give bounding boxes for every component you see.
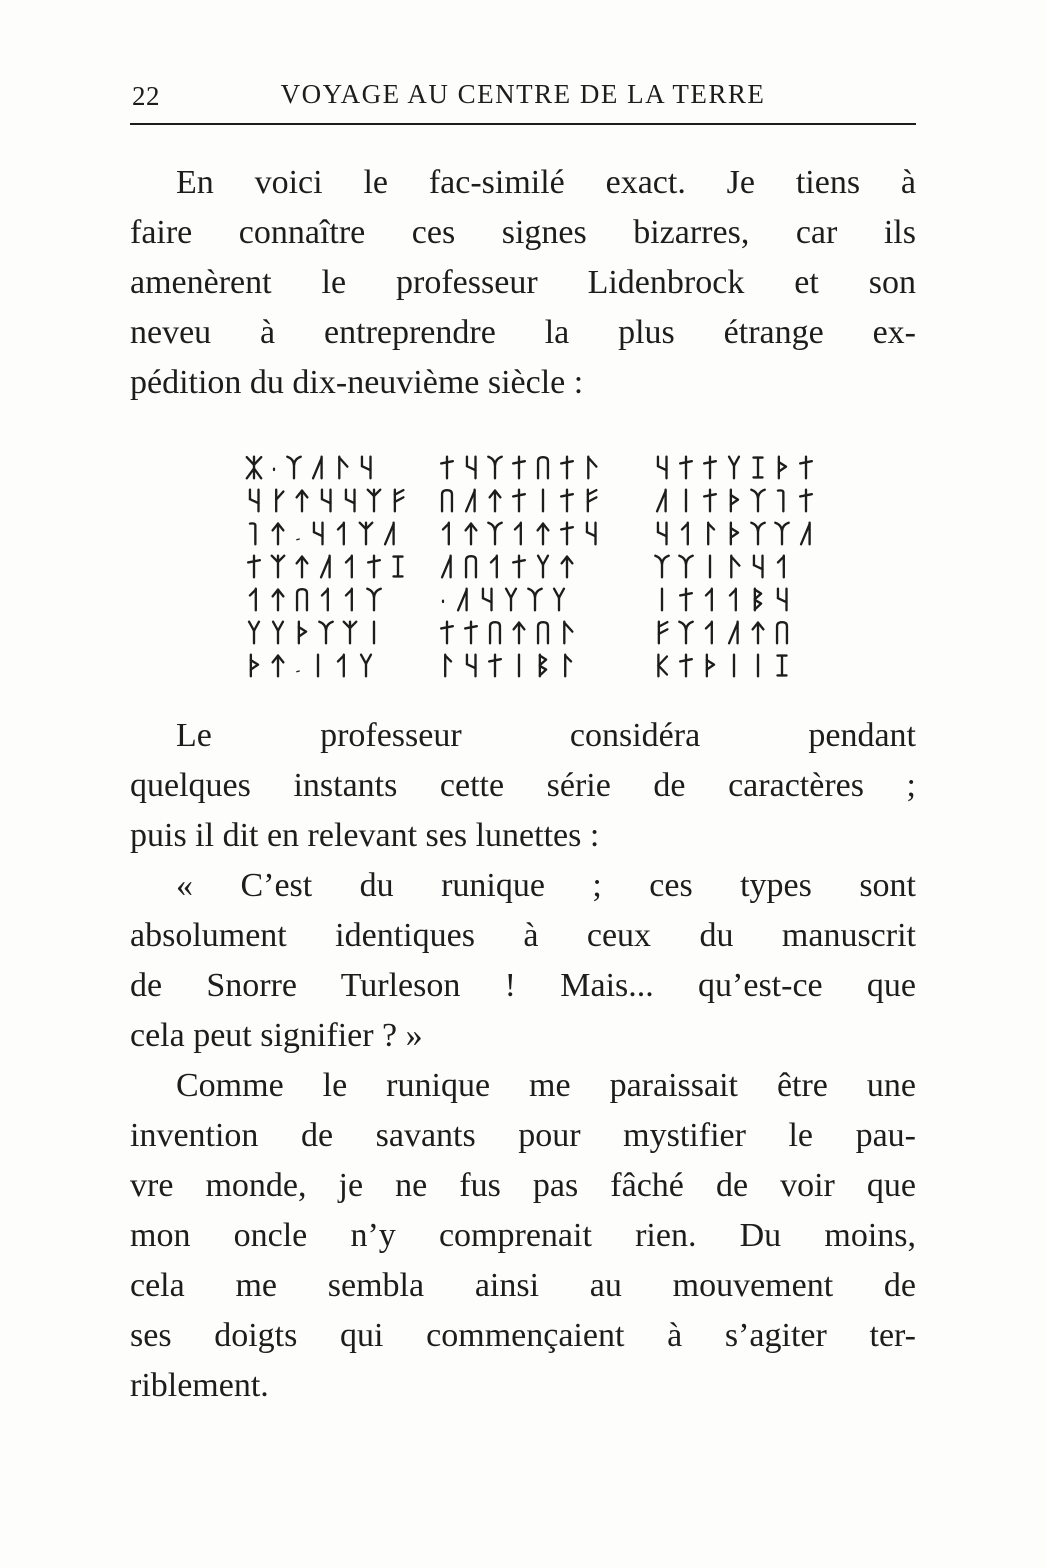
text-line: absolument identiques à ceux du manuscrit xyxy=(130,917,916,954)
rune-cell xyxy=(438,616,653,649)
rune-cell xyxy=(438,649,653,682)
rune-glyph xyxy=(725,487,743,514)
rune-glyph xyxy=(317,487,335,514)
rune-glyph xyxy=(462,487,480,514)
rune-glyph xyxy=(558,619,576,646)
rune-glyph xyxy=(285,454,303,481)
rune-glyph xyxy=(245,454,263,481)
rune-glyph xyxy=(293,652,303,679)
rune-glyph xyxy=(534,454,552,481)
rune-glyph xyxy=(773,454,791,481)
rune-glyph xyxy=(534,487,552,514)
rune-cell xyxy=(438,583,653,616)
text-line: cela me sembla ainsi au mouvement de xyxy=(130,1267,916,1304)
rune-glyph xyxy=(486,652,504,679)
rune-glyph xyxy=(341,619,359,646)
rune-glyph xyxy=(333,454,351,481)
text-line: « C’est du runique ; ces types sont xyxy=(176,867,916,904)
rune-row xyxy=(245,484,802,517)
rune-glyph xyxy=(333,652,351,679)
rune-glyph xyxy=(365,553,383,580)
rune-glyph xyxy=(582,520,600,547)
rune-glyph xyxy=(773,487,791,514)
rune-glyph xyxy=(269,619,287,646)
rune-cell xyxy=(245,649,438,682)
rune-glyph xyxy=(269,553,287,580)
rune-glyph xyxy=(462,520,480,547)
rune-glyph xyxy=(749,652,767,679)
rune-glyph xyxy=(510,553,528,580)
rune-glyph xyxy=(502,586,520,613)
rune-glyph xyxy=(797,487,815,514)
rune-glyph xyxy=(478,586,496,613)
text-line: neveu à entreprendre la plus étrange ex- xyxy=(130,314,916,351)
rune-glyph xyxy=(462,553,480,580)
rune-glyph xyxy=(381,520,399,547)
rune-glyph xyxy=(653,520,671,547)
rune-glyph xyxy=(462,652,480,679)
paragraph xyxy=(130,861,916,1061)
rune-glyph xyxy=(269,586,287,613)
text-line: Comme le runique me paraissait être une xyxy=(176,1067,916,1104)
rune-glyph xyxy=(438,553,456,580)
runic-inscription xyxy=(245,451,802,682)
text-line: pédition du dix-neuvième siècle : xyxy=(130,364,584,401)
rune-cell xyxy=(245,583,438,616)
rune-glyph xyxy=(749,520,767,547)
rune-cell xyxy=(245,517,438,550)
rune-glyph xyxy=(558,520,576,547)
paragraph xyxy=(130,711,916,861)
rune-row xyxy=(245,616,802,649)
page-number: 22 xyxy=(132,81,160,111)
text-line: cela peut signifier ? » xyxy=(130,1017,423,1054)
rune-cell xyxy=(438,550,653,583)
rune-cell xyxy=(653,451,802,484)
rune-row xyxy=(245,451,802,484)
rune-glyph xyxy=(534,619,552,646)
rune-glyph xyxy=(389,487,407,514)
rune-glyph xyxy=(582,487,600,514)
rune-glyph xyxy=(438,652,456,679)
text-line: En voici le fac-similé exact. Je tiens à xyxy=(176,164,916,201)
rune-glyph xyxy=(534,652,552,679)
rune-cell xyxy=(653,550,802,583)
paragraph xyxy=(130,1061,916,1411)
text-line: ses doigts qui commençaient à s’agiter ter- xyxy=(130,1317,916,1354)
rune-glyph xyxy=(653,553,671,580)
rune-glyph xyxy=(365,586,383,613)
rune-glyph xyxy=(550,586,568,613)
rune-cell xyxy=(245,616,438,649)
rune-glyph xyxy=(269,487,287,514)
rune-glyph xyxy=(309,454,327,481)
rune-glyph xyxy=(677,454,695,481)
rune-glyph xyxy=(701,586,719,613)
rune-row xyxy=(245,550,802,583)
rune-glyph xyxy=(797,454,815,481)
rune-glyph xyxy=(749,586,767,613)
rune-glyph xyxy=(317,553,335,580)
rune-glyph xyxy=(725,553,743,580)
rune-glyph xyxy=(725,652,743,679)
rune-glyph xyxy=(653,619,671,646)
rune-glyph xyxy=(269,454,279,481)
text-line: mon oncle n’y comprenait rien. Du moins, xyxy=(130,1217,916,1254)
text-line: puis il dit en relevant ses lunettes : xyxy=(130,817,600,854)
rune-row xyxy=(245,649,802,682)
rune-glyph xyxy=(245,520,263,547)
rune-glyph xyxy=(510,652,528,679)
rune-glyph xyxy=(653,487,671,514)
running-title: VOYAGE AU CENTRE DE LA TERRE xyxy=(280,79,766,109)
rune-glyph xyxy=(725,520,743,547)
rune-glyph xyxy=(341,487,359,514)
text-line: de Snorre Turleson ! Mais... qu’est-ce que xyxy=(130,967,916,1004)
rune-glyph xyxy=(725,619,743,646)
rune-glyph xyxy=(309,520,327,547)
rune-glyph xyxy=(245,619,263,646)
rune-glyph xyxy=(438,487,456,514)
rune-glyph xyxy=(317,586,335,613)
rune-glyph xyxy=(773,619,791,646)
rune-cell xyxy=(245,484,438,517)
rune-glyph xyxy=(653,586,671,613)
rune-cell xyxy=(438,484,653,517)
body-text xyxy=(130,158,916,1411)
rune-glyph xyxy=(389,553,407,580)
rune-glyph xyxy=(677,487,695,514)
rune-glyph xyxy=(510,619,528,646)
rune-glyph xyxy=(677,586,695,613)
rune-glyph xyxy=(653,454,671,481)
text-line: vre monde, je ne fus pas fâché de voir que xyxy=(130,1167,916,1204)
rune-glyph xyxy=(773,586,791,613)
rune-cell xyxy=(653,517,802,550)
rune-glyph xyxy=(677,619,695,646)
rune-glyph xyxy=(749,487,767,514)
rune-glyph xyxy=(293,487,311,514)
rune-row xyxy=(245,517,802,550)
text-line: invention de savants pour mystifier le pau- xyxy=(130,1117,916,1154)
rune-glyph xyxy=(438,586,448,613)
text-line: quelques instants cette série de caractères ; xyxy=(130,767,916,804)
rune-glyph xyxy=(333,520,351,547)
rune-glyph xyxy=(293,553,311,580)
rune-glyph xyxy=(701,487,719,514)
rune-glyph xyxy=(558,454,576,481)
rune-glyph xyxy=(749,553,767,580)
paragraphs-before-runes xyxy=(130,158,916,408)
text-line: amenèrent le professeur Lidenbrock et son xyxy=(130,264,916,301)
rune-cell xyxy=(438,517,653,550)
rune-glyph xyxy=(749,454,767,481)
rune-glyph xyxy=(701,553,719,580)
rune-glyph xyxy=(510,520,528,547)
rune-cell xyxy=(653,616,802,649)
rune-glyph xyxy=(438,520,456,547)
rune-glyph xyxy=(462,454,480,481)
rune-cell xyxy=(653,484,802,517)
rune-glyph xyxy=(582,454,600,481)
text-line: riblement. xyxy=(130,1367,269,1404)
text-line: Le professeur considéra pendant xyxy=(176,717,916,754)
header-rule xyxy=(130,123,916,125)
rune-glyph xyxy=(293,619,311,646)
rune-glyph xyxy=(677,652,695,679)
rune-glyph xyxy=(293,586,311,613)
rune-glyph xyxy=(269,520,287,547)
rune-glyph xyxy=(725,454,743,481)
rune-glyph xyxy=(558,553,576,580)
paragraph xyxy=(130,158,916,408)
rune-glyph xyxy=(438,619,456,646)
rune-glyph xyxy=(677,553,695,580)
rune-glyph xyxy=(357,454,375,481)
rune-glyph xyxy=(773,652,791,679)
text-line: faire connaître ces signes bizarres, car ils xyxy=(130,214,916,251)
rune-glyph xyxy=(486,553,504,580)
rune-glyph xyxy=(293,520,303,547)
rune-glyph xyxy=(269,652,287,679)
rune-glyph xyxy=(454,586,472,613)
rune-glyph xyxy=(701,520,719,547)
rune-glyph xyxy=(357,652,375,679)
paragraphs-after-runes xyxy=(130,711,916,1411)
rune-glyph xyxy=(701,652,719,679)
rune-glyph xyxy=(438,454,456,481)
rune-glyph xyxy=(245,586,263,613)
rune-cell xyxy=(653,649,802,682)
rune-glyph xyxy=(510,454,528,481)
rune-glyph xyxy=(773,553,791,580)
rune-glyph xyxy=(534,520,552,547)
page-header xyxy=(130,78,916,112)
rune-glyph xyxy=(797,520,815,547)
rune-glyph xyxy=(317,619,335,646)
rune-glyph xyxy=(701,454,719,481)
rune-glyph xyxy=(558,652,576,679)
rune-glyph xyxy=(558,487,576,514)
rune-glyph xyxy=(245,553,263,580)
rune-glyph xyxy=(245,487,263,514)
rune-cell xyxy=(653,583,802,616)
rune-glyph xyxy=(309,652,327,679)
rune-glyph xyxy=(486,520,504,547)
rune-glyph xyxy=(341,553,359,580)
rune-glyph xyxy=(486,487,504,514)
rune-glyph xyxy=(701,619,719,646)
rune-glyph xyxy=(677,520,695,547)
rune-glyph xyxy=(486,619,504,646)
rune-row xyxy=(245,583,802,616)
rune-glyph xyxy=(725,586,743,613)
rune-glyph xyxy=(749,619,767,646)
rune-glyph xyxy=(510,487,528,514)
rune-glyph xyxy=(534,553,552,580)
rune-cell xyxy=(438,451,653,484)
rune-glyph xyxy=(526,586,544,613)
rune-cell xyxy=(245,451,438,484)
rune-glyph xyxy=(365,619,383,646)
rune-glyph xyxy=(245,652,263,679)
rune-glyph xyxy=(341,586,359,613)
rune-glyph xyxy=(653,652,671,679)
rune-glyph xyxy=(486,454,504,481)
rune-glyph xyxy=(365,487,383,514)
rune-glyph xyxy=(773,520,791,547)
rune-cell xyxy=(245,550,438,583)
rune-glyph xyxy=(462,619,480,646)
rune-glyph xyxy=(357,520,375,547)
